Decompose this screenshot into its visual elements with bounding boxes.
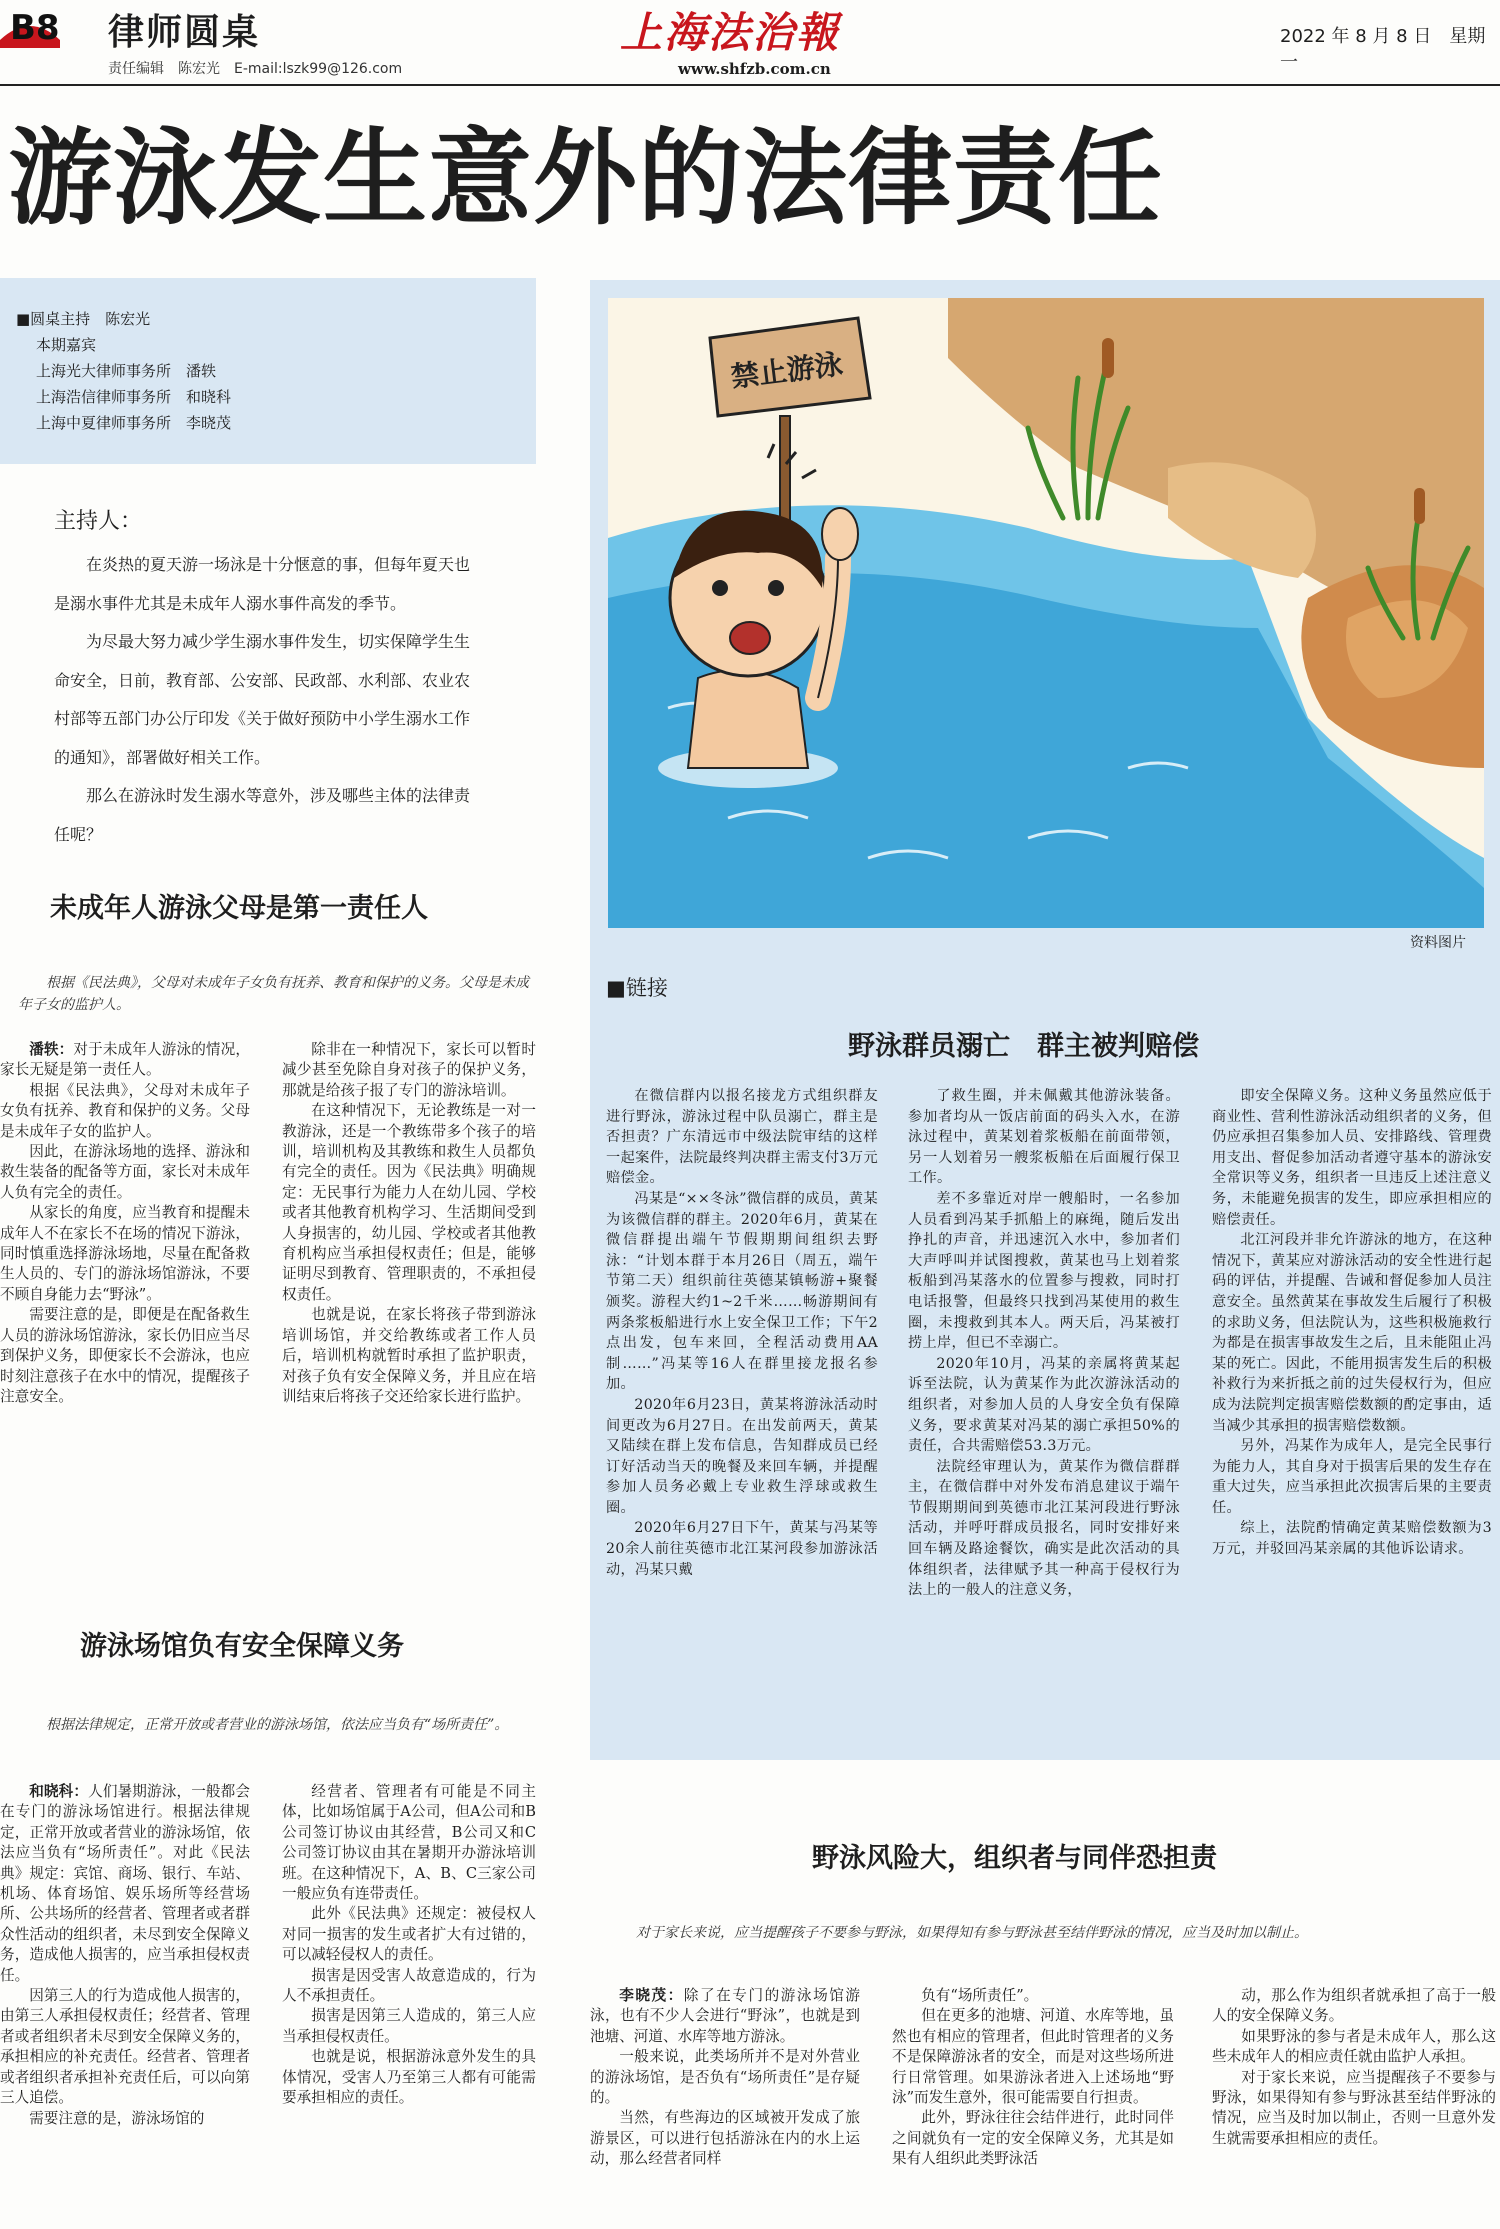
intro-label: 主持人：: [54, 509, 143, 534]
paragraph: 损害是因受害人故意造成的，行为人不承担责任。: [282, 1966, 536, 2005]
host-line: 上海光大律师事务所 潘轶: [36, 362, 217, 380]
paragraph: 从家长的角度，应当教育和提醒未成年人不在家长不在场的情况下游泳，同时慎重选择游泳场地，尽量在配备救生人员的、专门的游泳场馆游泳，不要不顾自身能力去“野泳”。: [0, 1204, 250, 1303]
paragraph: 也就是说，根据游泳意外发生的具体情况，受害人乃至第三人都有可能需要承担相应的责任。: [282, 2048, 536, 2107]
newspaper-logo: 上海法治報: [620, 8, 841, 57]
paragraph: 冯某是“××冬泳”微信群的成员，黄某为该微信群的群主。2020年6月，黄某在微信群提出端午节假期期间组织去野泳：“计划本群于本月26日（周五，端午节第二天）组织前往英德某镇畅游+聚餐颁奖。游程大约1~2千米……畅游期间有两条浆板船进行水上安全保卫工作；下午2点出发，包车来回，全程活动费用AA制……”冯某等16人在群里接龙报名参加。: [606, 1190, 878, 1393]
paragraph: 对于家长来说，应当提醒孩子不要参与野泳，如果得知有参与野泳甚至结伴野泳的情况，应当及时加以制止，否则一旦意外发生就需要承担相应的责任。: [1212, 2068, 1496, 2147]
section3-col1: [590, 1986, 860, 2229]
paragraph: 在这种情况下，无论教练是一对一教游泳，还是一个教练带多个孩子的培训，培训机构及其教练和救生人员都负有完全的责任。因为《民法典》明确规定：无民事行为能力人在幼儿园、学校或者其他教育机构学习、生活期间受到人身损害的，幼儿园、学校或者其他教育机构应当承担侵权责任；但是，能够证明尽到教育、管理职责的，不承担侵权责任。: [282, 1102, 536, 1303]
paragraph: 另外，冯某作为成年人，是完全民事行为能力人，其自身对于损害后果的发生存在重大过失，应当承担此次损害后果的主要责任。: [1212, 1438, 1492, 1516]
intro-paragraph: 在炎热的夏天游一场泳是十分惬意的事，但每年夏天也是溺水事件尤其是未成年人溺水事件高发的季节。: [54, 555, 471, 613]
paragraph: 一般来说，此类场所并不是对外营业的游泳场馆，是否负有“场所责任”是存疑的。: [590, 2048, 860, 2107]
paragraph: 综上，法院酌情确定黄某赔偿数额为3万元，并驳回冯某亲属的其他诉讼请求。: [1212, 1520, 1492, 1558]
paragraph: 根据《民法典》，父母对未成年子女负有抚养、教育和保护的义务。父母是未成年子女的监护人。: [0, 1081, 250, 1140]
section2-col2: [282, 1782, 536, 2229]
paragraph: 需要注意的是，游泳场馆的: [29, 2109, 205, 2127]
section3-col3: [1212, 1986, 1496, 2229]
paragraph: 但在更多的池塘、河道、水库等地，虽然也有相应的管理者，但此时管理者的义务不是保障游泳者的安全，而是对这些场所进行日常管理。如果游泳者进入上述场地“野泳”而发生意外，很可能需要自行担责。: [892, 2007, 1174, 2107]
host-line: ■圆桌主持 陈宏光: [16, 310, 151, 328]
link-label: ■链接: [606, 976, 668, 1000]
section-name: 律师圆桌: [108, 12, 261, 53]
host-line: 上海中夏律师事务所 李晓茂: [36, 414, 232, 432]
paragraph: 了救生圈，并未佩戴其他游泳装备。参加者均从一饭店前面的码头入水，在游泳过程中，黄某划着浆板船在前面带领，另一人划着另一艘浆板船在后面履行保卫工作。: [908, 1088, 1180, 1187]
paragraph: 因此，在游泳场地的选择、游泳和救生装备的配备等方面，家长对未成年人负有完全的责任。: [0, 1143, 250, 1201]
case-col2: [908, 1086, 1180, 1746]
paragraph: 此外，野泳往往会结伴进行，此时同伴之间就负有一定的安全保障义务，尤其是如果有人组织此类野泳活: [892, 2109, 1174, 2168]
paragraph: 经营者、管理者有可能是不同主体，比如场馆属于A公司，但A公司和B公司签订协议由其经营，B公司又和C公司签订协议由其在暑期开办游泳培训班。在这种情况下，A、B、C三家公司一般应负有连带责任。: [282, 1783, 536, 1903]
paragraph: 差不多靠近对岸一艘船时，一名参加人员看到冯某手抓船上的麻绳，随后发出挣扎的声音，并迅速沉入水中，参加者们大声呼叫并试图搜救，黄某也马上划着浆板船到冯某落水的位置参与搜救，同时打电话报警，但最终只找到冯某使用的救生圈，未搜救到其本人。两天后，冯某被打捞上岸，但已不幸溺亡。: [908, 1190, 1180, 1352]
paragraph: 北江河段并非允许游泳的地方，在这种情况下，黄某应对游泳活动的安全性进行起码的评估，并提醒、告诫和督促参加人员注意安全。虽然黄某在事故发生后履行了积极的求助义务，但法院认为，这些积极施救行为都是在损害事故发生之后，且未能阻止冯某的死亡。因此，不能用损害发生后的积极补救行为来折抵之前的过失侵权行为，但应成为法院判定损害赔偿数额的酌定事由，适当减少其承担的损害赔偿数额。: [1212, 1232, 1492, 1434]
host-line: 本期嘉宾: [36, 336, 97, 354]
paragraph: 负有“场所责任”。: [921, 1987, 1039, 2004]
paragraph: 2020年6月27日下午，黄某与冯某等20余人前往英德市北江某河段参加游泳活动，冯某只戴: [606, 1520, 878, 1578]
section1-lead: 根据《民法典》，父母对未成年子女负有抚养、教育和保护的义务。父母是未成年子女的监护人。: [18, 975, 529, 1013]
paragraph: 因第三人的行为造成他人损害的，由第三人承担侵权责任；经营者、管理者或者组织者未尽到安全保障义务的，承担相应的补充责任。经营者、管理者或者组织者承担补充责任后，可以向第三人追偿。: [0, 1987, 250, 2107]
section2-col1: [0, 1782, 250, 2229]
section1-title: 未成年人游泳父母是第一责任人: [50, 893, 428, 924]
intro-paragraph: 那么在游泳时发生溺水等意外，涉及哪些主体的法律责任呢？: [54, 786, 471, 844]
section3-title: 野泳风险大，组织者与同伴恐担责: [812, 1843, 1217, 1874]
paragraph: 当然，有些海边的区域被开发成了旅游景区，可以进行包括游泳在内的水上运动，那么经营者同样: [590, 2109, 860, 2168]
intro-paragraph: 为尽最大努力减少学生溺水事件发生，切实保障学生生命安全，日前，教育部、公安部、民政部、水利部、农业农村部等五部门办公厅印发《关于做好预防中小学生溺水工作的通知》，部署做好相关工作。: [54, 632, 471, 767]
paragraph: 李晓茂：除了在专门的游泳场馆游泳，也有不少人会进行“野泳”，也就是到池塘、河道、水库等地方游泳。: [590, 1987, 860, 2045]
paragraph: 在微信群内以报名接龙方式组织群友进行野泳，游泳过程中队员溺亡，群主是否担责？广东清远市中级法院审结的这样一起案件，法院最终判决群主需支付3万元赔偿金。: [606, 1088, 878, 1187]
paragraph: 和晓科：人们暑期游泳，一般都会在专门的游泳场馆进行。根据法律规定，正常开放或者营业的游泳场馆，依法应当负有“场所责任”。对此《民法典》规定：宾馆、商场、银行、车站、机场、体育场馆、娱乐场所等经营场所、公共场所的经营者、管理者或者群众性活动的组织者，未尽到安全保障义务，造成他人损害的，应当承担侵权责任。: [0, 1783, 250, 1984]
section2-title: 游泳场馆负有安全保障义务: [80, 1631, 404, 1662]
host-box: [0, 278, 536, 464]
editor-line: 责任编辑 陈宏光 E-mail:lszk99@126.com: [108, 61, 403, 77]
paragraph: 2020年10月，冯某的亲属将黄某起诉至法院，认为黄某作为此次游泳活动的组织者，对参加人员的人身安全负有保障义务，要求黄某对冯某的溺亡承担50%的责任，合共需赔偿53.3万元。: [908, 1355, 1180, 1455]
case-title: 野泳群员溺亡 群主被判赔偿: [848, 1031, 1199, 1062]
paragraph: 也就是说，在家长将孩子带到游泳培训场馆，并交给教练或者工作人员后，培训机构就暂时承担了监护职责，对孩子负有安全保障义务，并且应在培训结束后将孩子交还给家长进行监护。: [282, 1306, 536, 1405]
section3-lead: 对于家长来说，应当提醒孩子不要参与野泳，如果得知有参与野泳甚至结伴野泳的情况，应当及时加以制止。: [636, 1925, 1308, 1941]
case-col1: [606, 1086, 878, 1746]
headline: 游泳发生意外的法律责任: [8, 117, 1164, 239]
host-line: 上海浩信律师事务所 和晓科: [36, 388, 232, 406]
paragraph: 2020年6月23日，黄某将游泳活动时间更改为6月27日。在出发前两天，黄某又陆续在群上发布信息，告知群成员已经订好活动当天的晚餐及来回车辆，并提醒参加人员务必戴上专业救生浮球或救生圈。: [606, 1396, 878, 1516]
paragraph: 即安全保障义务。这种义务虽然应低于商业性、营利性游泳活动组织者的义务，但仍应承担召集参加人员、安排路线、管理费用支出、督促参加活动者遵守基本的游泳安全常识等义务，组织者一旦违反上述注意义务，未能避免损害的发生，即应承担相应的赔偿责任。: [1212, 1088, 1492, 1228]
masthead-divider: [0, 84, 1500, 86]
newspaper-url[interactable]: www.shfzb.com.cn: [678, 60, 831, 78]
issue-date: 2022 年 8 月 8 日 星期一: [1280, 26, 1486, 73]
illustration: [608, 298, 1484, 928]
page-number: B8: [10, 8, 60, 48]
section1-col1: [0, 1040, 250, 1560]
intro-text: [54, 546, 484, 854]
sign-text: 禁止游泳: [729, 347, 845, 394]
section2-lead: 根据法律规定，正常开放或者营业的游泳场馆，依法应当负有“场所责任”。: [46, 1717, 509, 1733]
section1-col2: [282, 1040, 536, 1560]
case-col3: [1212, 1086, 1492, 1746]
paragraph: 此外《民法典》还规定：被侵权人对同一损害的发生或者扩大有过错的，可以减轻侵权人的责任。: [282, 1905, 536, 1964]
illustration-caption: 资料图片: [1410, 935, 1466, 951]
section3-col2: [892, 1986, 1174, 2229]
paragraph: 损害是因第三人造成的，第三人应当承担侵权责任。: [282, 2007, 536, 2045]
paragraph: 如果野泳的参与者是未成年人，那么这些未成年人的相应责任就由监护人承担。: [1212, 2027, 1496, 2066]
paragraph: 除非在一种情况下，家长可以暂时减少甚至免除自身对孩子的保护义务，那就是给孩子报了专门的游泳培训。: [282, 1041, 536, 1099]
paragraph: 需要注意的是，即便是在配备救生人员的游泳场馆游泳，家长仍旧应当尽到保护义务，即便家长不会游泳，也应时刻注意孩子在水中的情况，提醒孩子注意安全。: [0, 1306, 250, 1405]
paragraph: 潘轶：对于未成年人游泳的情况，家长无疑是第一责任人。: [0, 1041, 250, 1079]
paragraph: 法院经审理认为，黄某作为微信群群主，在微信群中对外发布消息建议于端午节假期期间到英德市北江某河段进行野泳活动，并呼吁群成员报名，同时安排好来回车辆及路途餐饮，确实是此次活动的具体组织者，法律赋予其一种高于侵权行为法上的一般人的注意义务，: [908, 1458, 1180, 1599]
paragraph: 动，那么作为组织者就承担了高于一般人的安全保障义务。: [1212, 1987, 1496, 2025]
